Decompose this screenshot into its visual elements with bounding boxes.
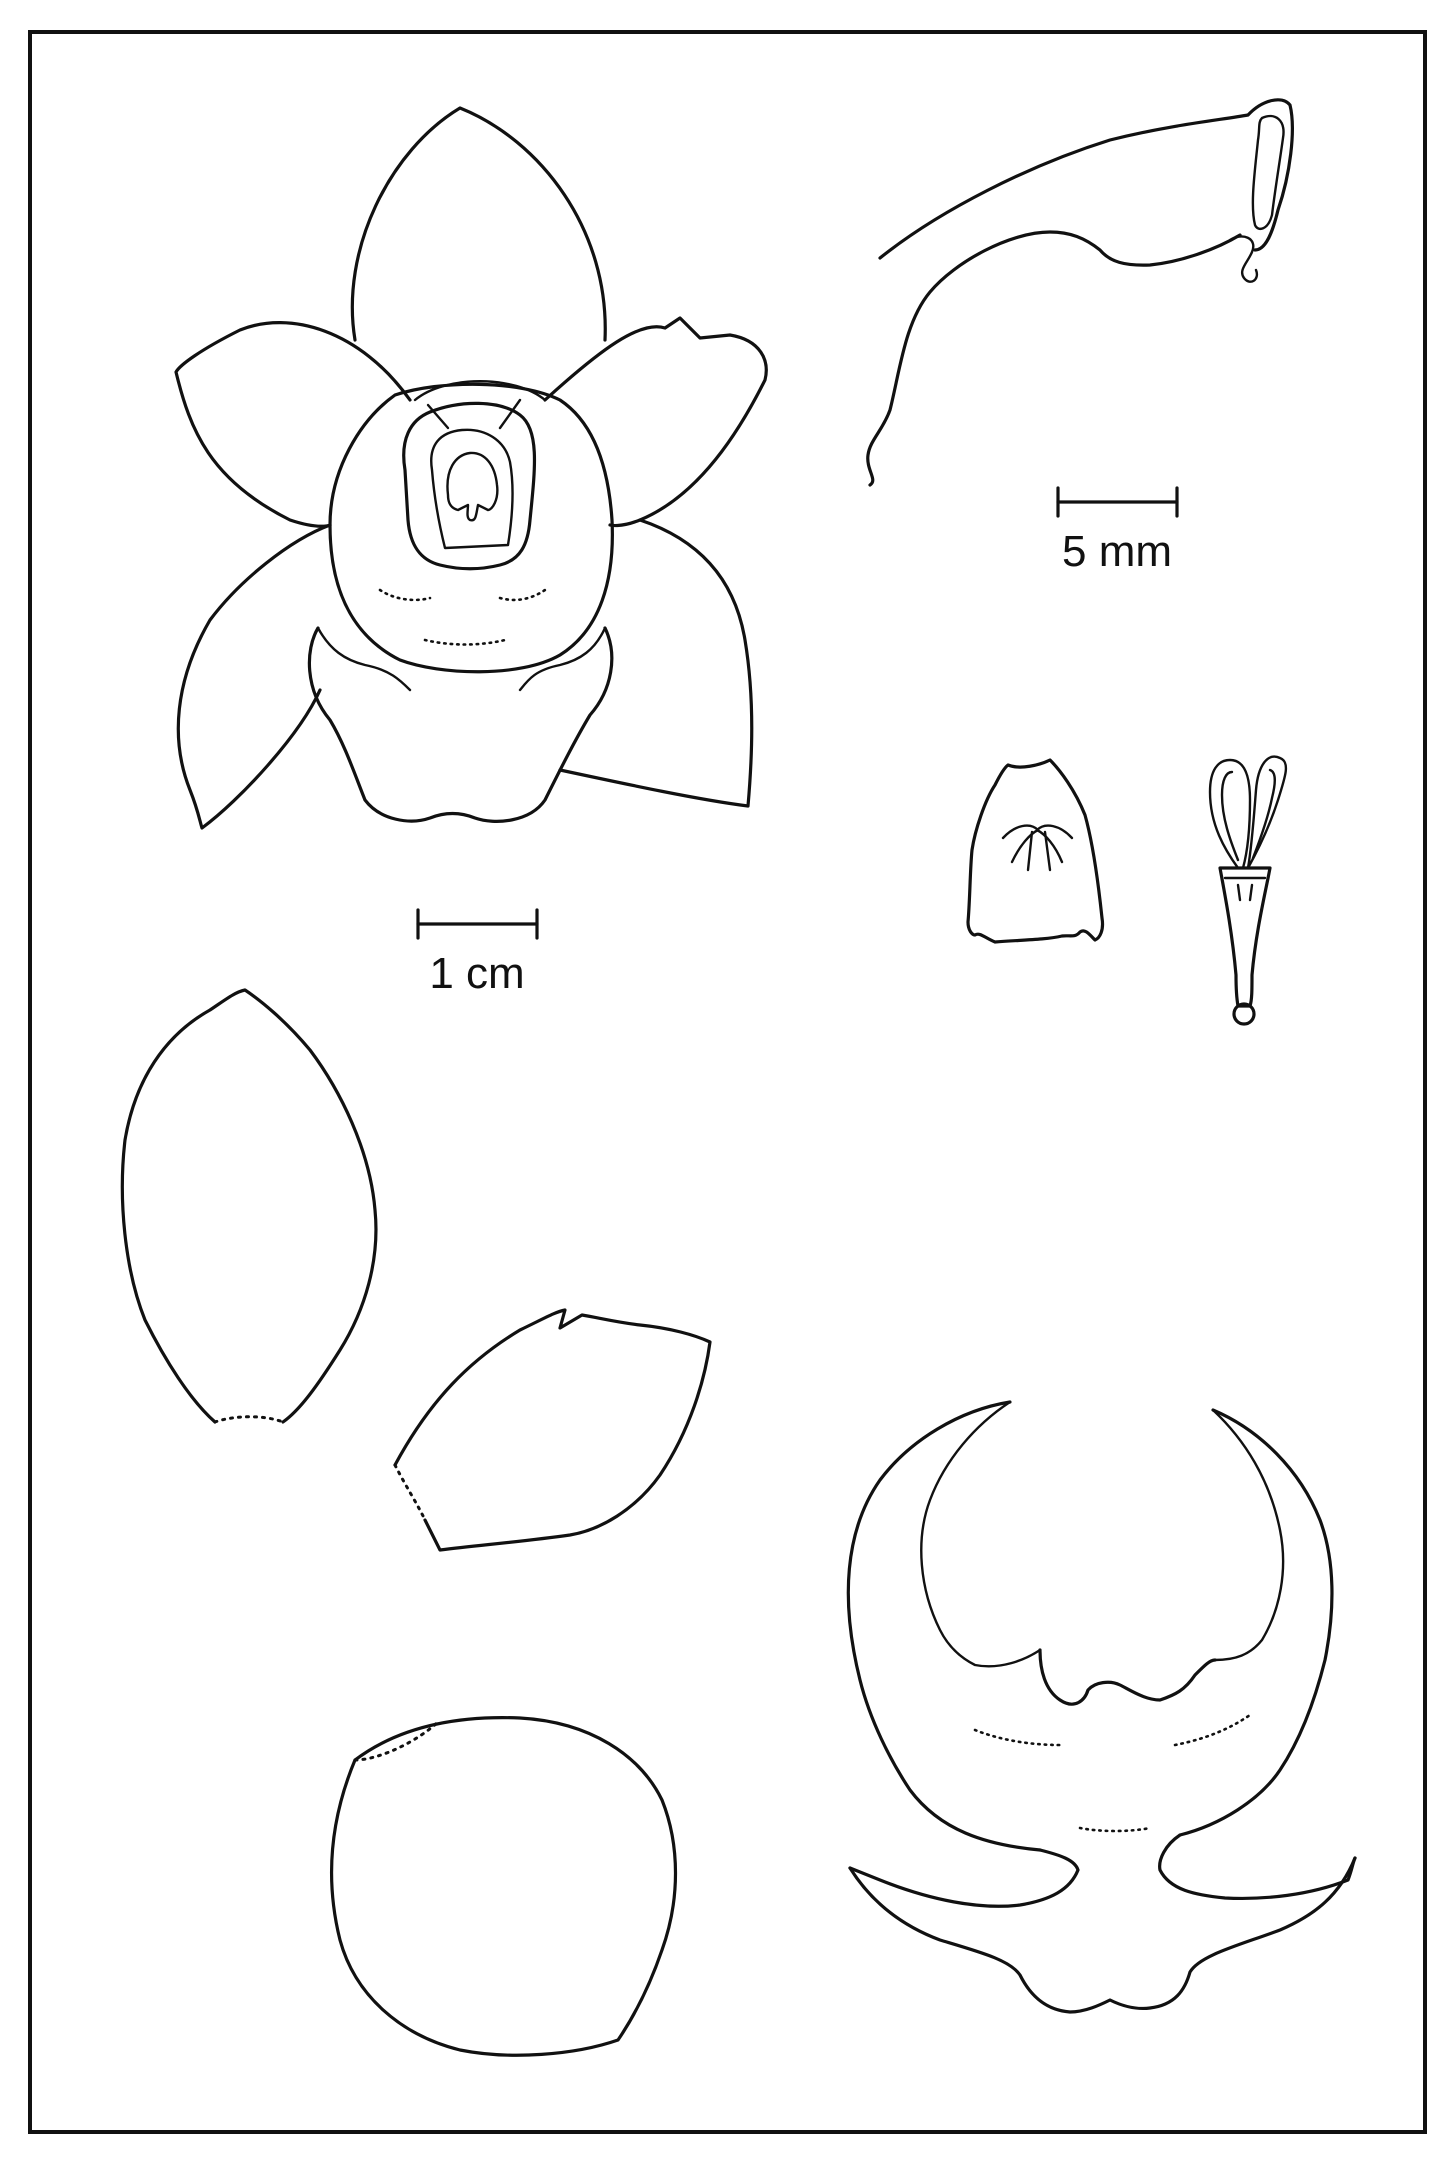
lip-flattened-base-left: [850, 1850, 1078, 1906]
column-side-lower-edge: [868, 232, 1240, 485]
lip-flattened-base-right: [1160, 1835, 1355, 1898]
anther-cap-detail: [968, 760, 1103, 942]
dorsal-sepal-flattened-outline: [122, 990, 376, 1422]
stipe-tegula: [1225, 878, 1265, 900]
anther-cap-detail-outline: [968, 760, 1103, 942]
pollinarium-detail: [1210, 757, 1286, 1024]
lip-flattened-stipple-center: [1080, 1828, 1150, 1831]
pollinium-left: [1210, 760, 1250, 868]
stipe-outline: [1220, 868, 1270, 1006]
column-outer-outline: [404, 403, 535, 568]
scale-bar-5mm-label: 5 mm: [1062, 527, 1172, 576]
lateral-sepal-flattened: [332, 1718, 676, 2056]
anther-pollinia-left: [1003, 826, 1038, 862]
lip-sidelobe-right: [520, 628, 605, 690]
column-inner-outline: [431, 430, 512, 548]
petal-flattened-outline: [395, 1310, 710, 1550]
scale-bar-5mm: [1058, 488, 1177, 576]
lip-flattened-right-horn-inner: [1213, 1410, 1283, 1660]
column-side-foot: [1230, 236, 1257, 281]
scale-bar-1cm-label: 1 cm: [429, 949, 525, 998]
pollinium-right: [1248, 757, 1286, 868]
lip-midlobe-outline: [309, 628, 611, 821]
lip-callus-stipple-center: [425, 640, 505, 645]
lip-flattened-stipple-left: [975, 1730, 1060, 1745]
flower-front-view: [176, 108, 766, 828]
anther-cap-outline: [447, 453, 497, 520]
scale-bar-1cm: [418, 910, 537, 998]
petal-flattened-base: [395, 1465, 425, 1520]
plate-border: [30, 32, 1425, 2132]
dorsal-sepal-flattened: [122, 990, 376, 1422]
lip-flattened-midlobe: [850, 1858, 1355, 2012]
right-petal-outline: [545, 318, 766, 526]
anther-pollinia-right: [1037, 826, 1072, 862]
lip-callus-stipple-left: [380, 590, 430, 600]
left-petal-outline: [176, 323, 410, 527]
column-side-upper-edge: [880, 100, 1292, 258]
dorsal-sepal-flattened-base: [215, 1417, 283, 1422]
left-lateral-sepal-outline: [178, 525, 330, 828]
lip-flattened-callus-outline: [1040, 1650, 1215, 1704]
lip-flattened-left-horn-inner: [921, 1402, 1040, 1666]
lip-flattened-stipple-right: [1175, 1715, 1250, 1745]
lip-outer-outline: [330, 384, 612, 671]
right-lateral-sepal-outline: [560, 520, 752, 806]
lateral-sepal-flattened-outline: [332, 1718, 676, 2056]
column-side-view: [868, 100, 1293, 485]
lip-callus-stipple-right: [500, 590, 545, 600]
lip-flattened-right-horn: [1180, 1410, 1332, 1835]
lip-flattened: [848, 1402, 1355, 2012]
dorsal-sepal-outline: [352, 108, 605, 340]
petal-flattened: [395, 1310, 710, 1550]
